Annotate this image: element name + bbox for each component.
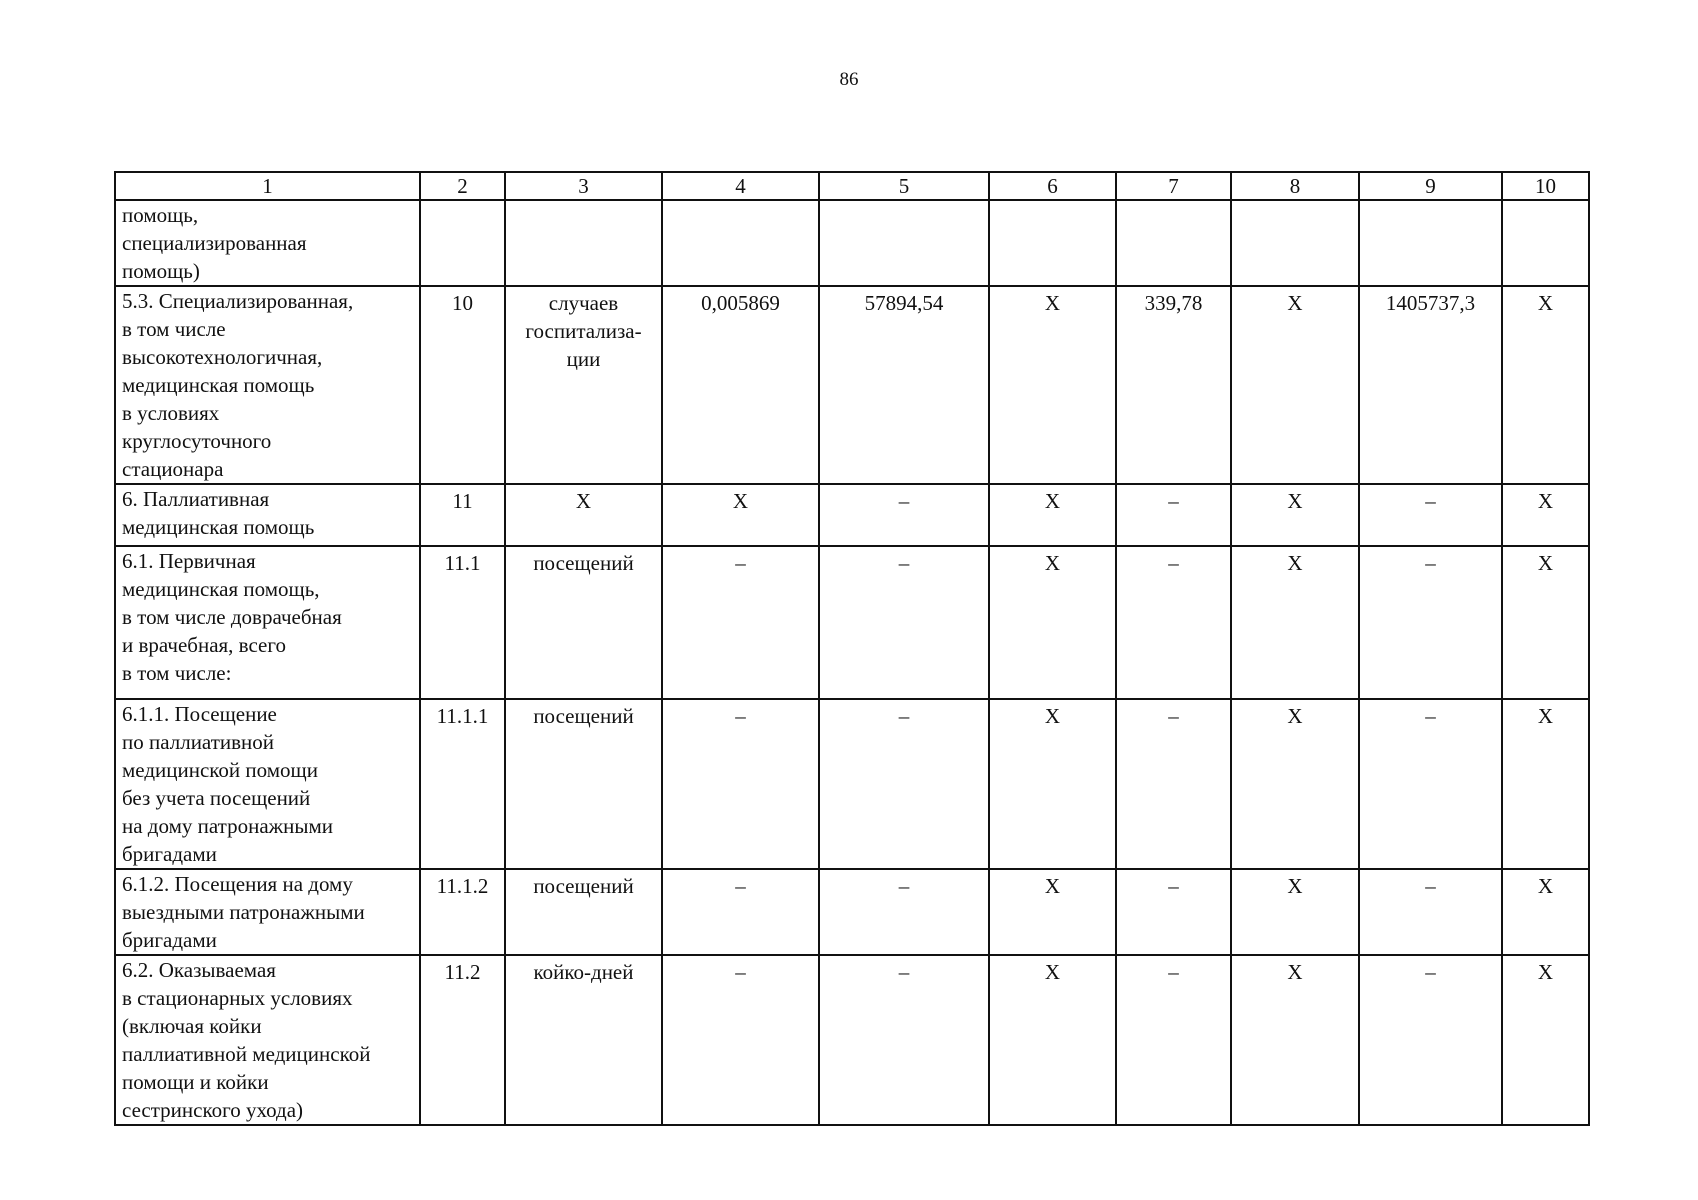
row-col-4 <box>662 200 819 286</box>
row-line-number: 11 <box>420 484 505 546</box>
row-col-5: – <box>819 869 989 955</box>
row-col-7: – <box>1116 484 1231 546</box>
row-line-number: 11.1.1 <box>420 699 505 869</box>
row-col-10: X <box>1502 699 1589 869</box>
row-name-cell <box>115 955 420 1125</box>
row-col-5: 57894,54 <box>819 286 989 484</box>
row-unit: посещений <box>533 704 634 728</box>
row-col-4: X <box>662 484 819 546</box>
row-name: 6.1.1. Посещение по паллиативной медицинской помощи без учета посещений на дому патронажными бригадами <box>122 702 334 866</box>
row-name-cell <box>115 869 420 955</box>
row-name: помощь, специализированная помощь) <box>122 203 307 283</box>
row-unit-cell <box>505 955 662 1125</box>
column-header: 10 <box>1502 172 1589 200</box>
row-col-6: X <box>989 699 1116 869</box>
row-col-7: 339,78 <box>1116 286 1231 484</box>
row-col-8: X <box>1231 484 1359 546</box>
row-line-number: 11.1.2 <box>420 869 505 955</box>
row-col-6: X <box>989 546 1116 699</box>
column-header: 3 <box>505 172 662 200</box>
row-name: 6.2. Оказываемая в стационарных условиях (включая койки паллиативной медицинской помощи и койки сестринского ухода) <box>122 958 371 1122</box>
row-col-8 <box>1231 200 1359 286</box>
row-col-9: – <box>1359 546 1502 699</box>
row-col-10: X <box>1502 546 1589 699</box>
row-col-9: – <box>1359 699 1502 869</box>
page-number: 86 <box>839 69 859 90</box>
row-col-7 <box>1116 200 1231 286</box>
row-col-10: X <box>1502 286 1589 484</box>
row-col-6: X <box>989 286 1116 484</box>
row-col-8: X <box>1231 869 1359 955</box>
row-line-number <box>420 200 505 286</box>
row-col-7: – <box>1116 546 1231 699</box>
column-header: 6 <box>989 172 1116 200</box>
row-col-10 <box>1502 200 1589 286</box>
row-unit: посещений <box>533 874 634 898</box>
row-col-7: – <box>1116 699 1231 869</box>
row-col-6 <box>989 200 1116 286</box>
row-name: 6.1.2. Посещения на дому выездными патронажными бригадами <box>122 872 365 952</box>
table-row <box>115 699 1589 869</box>
row-col-5: – <box>819 484 989 546</box>
row-unit-cell <box>505 484 662 546</box>
row-col-8: X <box>1231 955 1359 1125</box>
column-header: 8 <box>1231 172 1359 200</box>
row-col-8: X <box>1231 699 1359 869</box>
row-col-5: – <box>819 546 989 699</box>
row-name-cell <box>115 699 420 869</box>
column-header: 4 <box>662 172 819 200</box>
row-col-5 <box>819 200 989 286</box>
row-name: 6.1. Первичная медицинская помощь, в том числе доврачебная и врачебная, всего в том числе: <box>122 549 342 685</box>
column-header: 5 <box>819 172 989 200</box>
row-col-10: X <box>1502 484 1589 546</box>
row-col-4: – <box>662 869 819 955</box>
row-unit-cell <box>505 200 662 286</box>
column-header: 9 <box>1359 172 1502 200</box>
column-header: 1 <box>115 172 420 200</box>
row-col-9: – <box>1359 484 1502 546</box>
row-col-9: – <box>1359 955 1502 1125</box>
row-unit-cell <box>505 546 662 699</box>
row-col-10: X <box>1502 955 1589 1125</box>
row-unit: случаев госпитализа- ции <box>525 291 642 371</box>
row-line-number: 11.1 <box>420 546 505 699</box>
table-row <box>115 955 1589 1125</box>
row-unit-cell <box>505 869 662 955</box>
row-name-cell <box>115 484 420 546</box>
row-unit-cell <box>505 286 662 484</box>
row-name-cell <box>115 286 420 484</box>
column-header: 7 <box>1116 172 1231 200</box>
row-unit: посещений <box>533 551 634 575</box>
row-name-cell <box>115 200 420 286</box>
table-row <box>115 869 1589 955</box>
table-row <box>115 484 1589 546</box>
row-col-7: – <box>1116 955 1231 1125</box>
row-col-9: 1405737,3 <box>1359 286 1502 484</box>
table-row <box>115 200 1589 286</box>
row-col-6: X <box>989 484 1116 546</box>
row-col-10: X <box>1502 869 1589 955</box>
data-table <box>114 171 1590 1126</box>
row-col-4: – <box>662 955 819 1125</box>
row-col-8: X <box>1231 286 1359 484</box>
row-name: 6. Паллиативная медицинская помощь <box>122 487 315 539</box>
row-col-5: – <box>819 955 989 1125</box>
row-col-4: 0,005869 <box>662 286 819 484</box>
row-col-6: X <box>989 955 1116 1125</box>
table-header-row <box>115 172 1589 200</box>
row-col-9 <box>1359 200 1502 286</box>
row-unit-cell <box>505 699 662 869</box>
row-col-5: – <box>819 699 989 869</box>
row-col-4: – <box>662 546 819 699</box>
row-line-number: 10 <box>420 286 505 484</box>
table-row <box>115 286 1589 484</box>
row-col-6: X <box>989 869 1116 955</box>
table-row <box>115 546 1589 699</box>
row-line-number: 11.2 <box>420 955 505 1125</box>
row-col-7: – <box>1116 869 1231 955</box>
row-name: 5.3. Специализированная, в том числе высокотехнологичная, медицинская помощь в условиях круглосуточного стационара <box>122 289 354 481</box>
row-col-4: – <box>662 699 819 869</box>
row-unit: койко-дней <box>533 960 634 984</box>
row-unit: X <box>575 489 592 513</box>
column-header: 2 <box>420 172 505 200</box>
row-col-9: – <box>1359 869 1502 955</box>
row-name-cell <box>115 546 420 699</box>
row-col-8: X <box>1231 546 1359 699</box>
